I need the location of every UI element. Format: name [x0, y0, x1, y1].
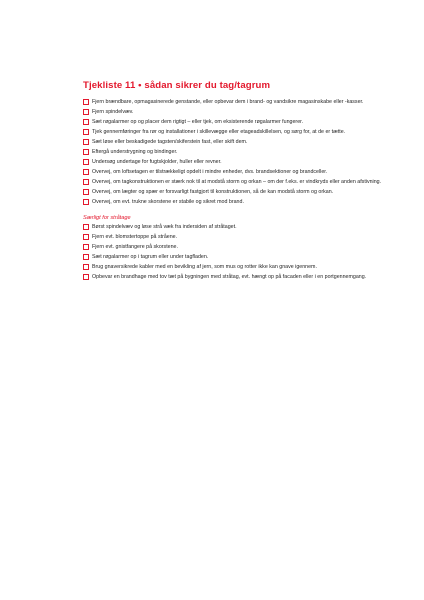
checklist-item-text: Tjek gennemføringer fra rør og installationer i skillevægge eller etageadskillelsen, og sørg for, at de er tætte.: [92, 128, 346, 135]
checklist-title: Tjekliste 11 • sådan sikrer du tag/tagrum: [83, 80, 271, 91]
straatage-item-text: Børst spindelvæv og løse strå væk fra indersiden af stråtaget.: [92, 224, 237, 231]
straatage-item: [83, 263, 383, 271]
checkbox-icon[interactable]: [83, 159, 89, 165]
checklist-item-text: Sæt røgalarmer op og placer dem rigtigt – eller tjek, om eksisterende røgalarmer fungerer.: [92, 118, 304, 125]
straatage-item-text: Opbevar en brandhage med tov tæt på bygningen med stråtag, evt. hængt op på facaden eller i en portgennemgang.: [92, 274, 367, 281]
straatage-item: [83, 243, 383, 251]
checkbox-icon[interactable]: [83, 244, 89, 250]
checklist-item: [83, 148, 383, 156]
checklist-item: [83, 98, 383, 106]
straatage-item: [83, 273, 383, 281]
checklist-item-text: Overvej, om evt. trukne skorstene er stabile og sikret mod brand.: [92, 198, 244, 205]
checklist-item-text: Overvej, om lægter og spær er forsvarligt fastgjort til konstruktionen, så de kan modstå storm og orkan.: [92, 188, 334, 195]
checklist-item: [83, 108, 383, 116]
straatage-item: [83, 223, 383, 231]
checkbox-icon[interactable]: [83, 264, 89, 270]
checklist-items: [83, 98, 383, 206]
checklist-item: [83, 188, 383, 196]
checkbox-icon[interactable]: [83, 224, 89, 230]
checklist-item: [83, 168, 383, 176]
checklist-item: [83, 178, 383, 186]
straatage-item-text: Fjern evt. blomstertoppe på stråene.: [92, 234, 178, 241]
checklist-item-text: Eftergå understrygning og bindinger.: [92, 148, 178, 155]
checklist-item-text: Fjern spindelvæv.: [92, 108, 134, 115]
checklist-item-text: Fjern brændbare, opmagasinerede genstande, eller opbevar dem i brand- og vandsikre magasinskabe eller -kasser.: [92, 99, 364, 105]
checkbox-icon[interactable]: [83, 179, 89, 185]
checklist-item-text: Sæt løse eller beskadigede tagsten/skiferstein fast, eller skift dem.: [92, 138, 248, 145]
checkbox-icon[interactable]: [83, 274, 89, 280]
checkbox-icon[interactable]: [83, 119, 89, 125]
checkbox-icon[interactable]: [83, 169, 89, 175]
checkbox-icon[interactable]: [83, 109, 89, 115]
checkbox-icon[interactable]: [83, 254, 89, 260]
checklist-item: [83, 138, 383, 146]
checklist-item: [83, 158, 383, 166]
checkbox-icon[interactable]: [83, 139, 89, 145]
checklist-item: [83, 128, 383, 136]
checkbox-icon[interactable]: [83, 149, 89, 155]
checkbox-icon[interactable]: [83, 199, 89, 205]
straatage-item: [83, 253, 383, 261]
straatage-item-text: Fjern evt. gnistfangere på skorstene.: [92, 244, 178, 251]
straatage-item-text: Brug gnaversikrede kabler med en bevikling af jern, som mus og rotter ikke kan gnave igennem.: [92, 264, 317, 271]
checklist-item: [83, 198, 383, 206]
checklist-section: [83, 80, 383, 283]
checkbox-icon[interactable]: [83, 234, 89, 240]
checklist-item: [83, 118, 383, 126]
straatage-item: [83, 233, 383, 241]
checklist-item-text: Undersøg undertage for fugtskjolder, huller eller revner.: [92, 158, 222, 165]
checklist-item-text: Overvej, om tagkonstruktionen er stærk nok til at modstå storm og orkan – om der f.eks. er vindkryds eller anden afstivning.: [92, 178, 382, 185]
straatage-heading: Særligt for stråtage: [83, 215, 131, 222]
checklist-item-text: Overvej, om loftsetagen er tilstrækkeligt opdelt i mindre enheder, dvs. brandsektioner og brandceller.: [92, 168, 328, 175]
straatage-items: [83, 223, 383, 281]
checkbox-icon[interactable]: [83, 129, 89, 135]
straatage-item-text: Sæt røgalarmer op i tagrum eller under tagfladen.: [92, 254, 209, 261]
checkbox-icon[interactable]: [83, 99, 89, 105]
checkbox-icon[interactable]: [83, 189, 89, 195]
